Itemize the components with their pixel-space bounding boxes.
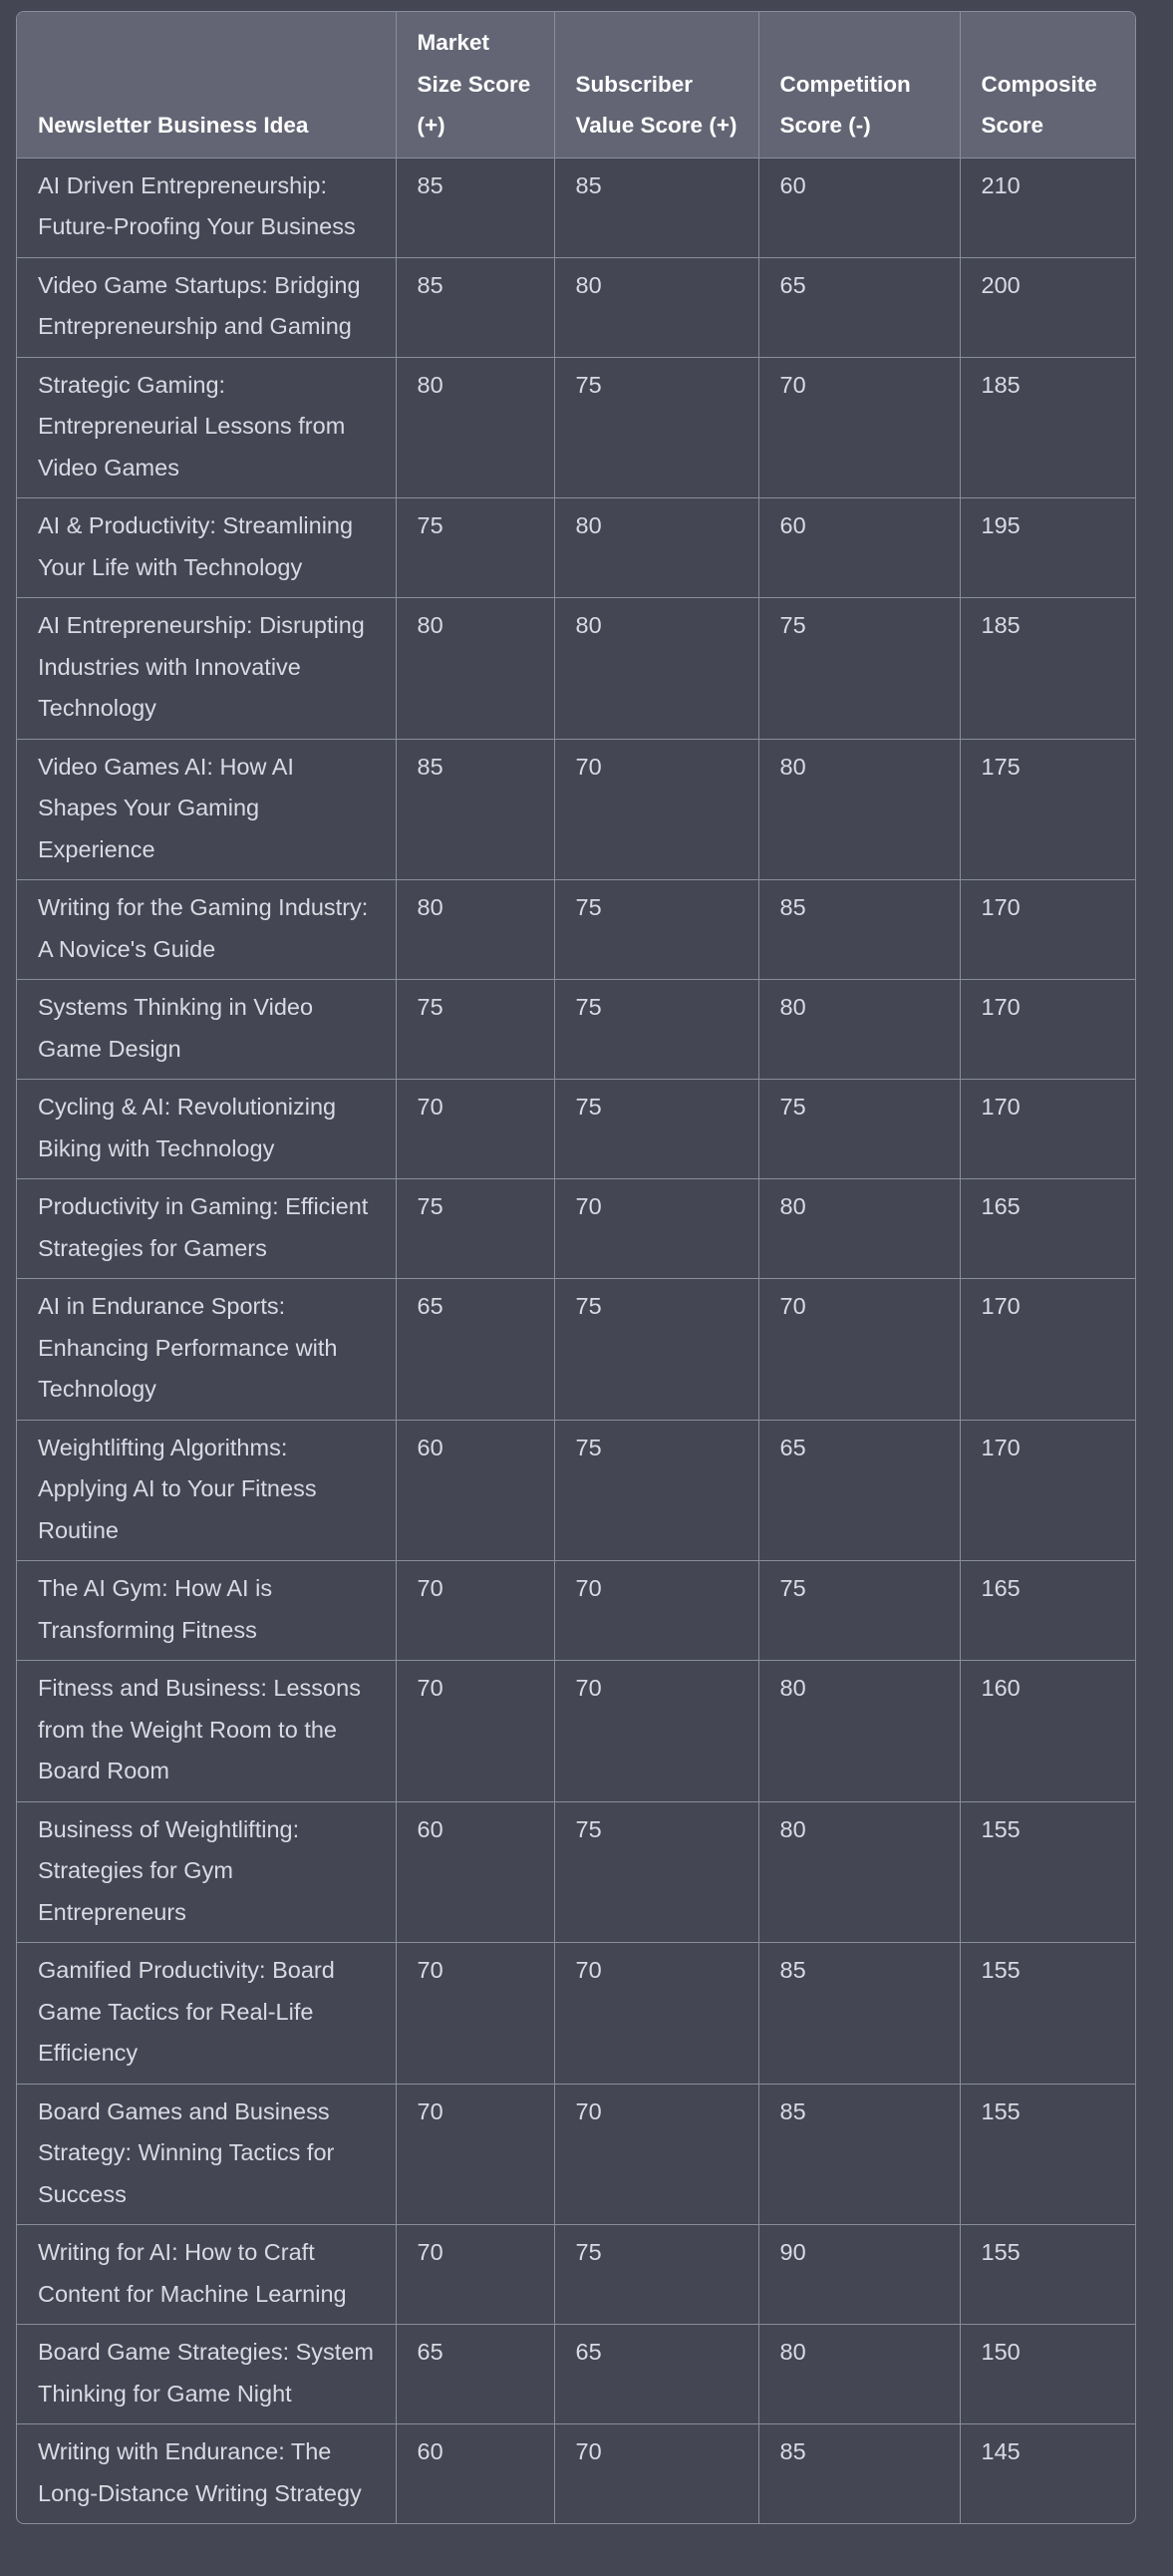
subscriber-value-cell: 75 <box>554 1801 758 1943</box>
composite-cell: 170 <box>960 980 1135 1080</box>
table-row <box>17 257 1135 357</box>
header-row <box>17 12 1135 158</box>
idea-cell: Video Games AI: How AI Shapes Your Gaming Experience <box>17 739 396 880</box>
table-row <box>17 2325 1135 2424</box>
table-row <box>17 598 1135 740</box>
competition-cell: 80 <box>758 1801 960 1943</box>
subscriber-value-cell: 75 <box>554 2225 758 2325</box>
market-size-cell: 85 <box>396 158 554 257</box>
subscriber-value-cell: 80 <box>554 498 758 598</box>
composite-cell: 165 <box>960 1561 1135 1661</box>
table-row <box>17 158 1135 257</box>
market-size-cell: 60 <box>396 1801 554 1943</box>
idea-cell: Weightlifting Algorithms: Applying AI to Your Fitness Routine <box>17 1420 396 1561</box>
competition-cell: 85 <box>758 1943 960 2085</box>
idea-cell: Gamified Productivity: Board Game Tactics for Real-Life Efficiency <box>17 1943 396 2085</box>
table-row <box>17 2424 1135 2524</box>
table-row <box>17 1179 1135 1279</box>
composite-cell: 160 <box>960 1661 1135 1802</box>
table-row <box>17 2084 1135 2225</box>
competition-cell: 80 <box>758 980 960 1080</box>
market-size-cell: 80 <box>396 357 554 498</box>
competition-cell: 85 <box>758 2084 960 2225</box>
market-size-cell: 75 <box>396 498 554 598</box>
idea-cell: AI Driven Entrepreneurship: Future-Proofing Your Business <box>17 158 396 257</box>
subscriber-value-cell: 80 <box>554 257 758 357</box>
competition-cell: 85 <box>758 2424 960 2524</box>
competition-cell: 75 <box>758 598 960 740</box>
idea-cell: Strategic Gaming: Entrepreneurial Lessons from Video Games <box>17 357 396 498</box>
subscriber-value-cell: 80 <box>554 598 758 740</box>
subscriber-value-cell: 75 <box>554 1420 758 1561</box>
table-row <box>17 1801 1135 1943</box>
header-subscriber-value-score: Subscriber Value Score (+) <box>554 12 758 158</box>
market-size-cell: 70 <box>396 2225 554 2325</box>
subscriber-value-cell: 85 <box>554 158 758 257</box>
table-row <box>17 1661 1135 1802</box>
composite-cell: 200 <box>960 257 1135 357</box>
composite-cell: 165 <box>960 1179 1135 1279</box>
table-row <box>17 2225 1135 2325</box>
subscriber-value-cell: 70 <box>554 1661 758 1802</box>
market-size-cell: 70 <box>396 1080 554 1179</box>
composite-cell: 155 <box>960 1801 1135 1943</box>
subscriber-value-cell: 75 <box>554 357 758 498</box>
table-row <box>17 1279 1135 1421</box>
competition-cell: 65 <box>758 257 960 357</box>
table-body <box>17 158 1135 2523</box>
subscriber-value-cell: 65 <box>554 2325 758 2424</box>
subscriber-value-cell: 70 <box>554 1943 758 2085</box>
idea-cell: Writing for the Gaming Industry: A Novice's Guide <box>17 880 396 980</box>
composite-cell: 145 <box>981 2438 1021 2464</box>
header-newsletter-idea: Newsletter Business Idea <box>17 12 396 158</box>
table-row <box>17 1943 1135 2085</box>
subscriber-value-cell: 75 <box>554 1080 758 1179</box>
competition-cell: 85 <box>758 880 960 980</box>
table-row <box>17 980 1135 1080</box>
newsletter-ideas-table <box>17 12 1135 2523</box>
header-composite-score: Composite Score <box>960 12 1135 158</box>
idea-cell: Board Games and Business Strategy: Winning Tactics for Success <box>17 2084 396 2225</box>
idea-cell: AI & Productivity: Streamlining Your Life with Technology <box>17 498 396 598</box>
subscriber-value-cell: 70 <box>554 2424 758 2524</box>
competition-cell: 80 <box>758 739 960 880</box>
composite-cell: 150 <box>960 2325 1135 2424</box>
idea-cell: Writing with Endurance: The Long-Distance Writing Strategy <box>17 2424 396 2524</box>
competition-cell: 80 <box>758 1661 960 1802</box>
composite-cell: 185 <box>960 357 1135 498</box>
idea-cell: Board Game Strategies: System Thinking for Game Night <box>17 2325 396 2424</box>
subscriber-value-cell: 75 <box>554 880 758 980</box>
market-size-cell: 70 <box>396 1943 554 2085</box>
market-size-cell: 80 <box>396 880 554 980</box>
competition-cell: 60 <box>758 498 960 598</box>
competition-cell: 80 <box>758 1179 960 1279</box>
table-row <box>17 498 1135 598</box>
idea-cell: Systems Thinking in Video Game Design <box>17 980 396 1080</box>
table-row <box>17 880 1135 980</box>
market-size-cell: 80 <box>396 598 554 740</box>
composite-cell: 155 <box>960 1943 1135 2085</box>
idea-cell: Video Game Startups: Bridging Entrepreneurship and Gaming <box>17 257 396 357</box>
competition-cell: 90 <box>758 2225 960 2325</box>
table-header <box>17 12 1135 158</box>
composite-cell: 155 <box>960 2084 1135 2225</box>
subscriber-value-cell: 70 <box>554 739 758 880</box>
composite-cell: 175 <box>960 739 1135 880</box>
idea-cell: Fitness and Business: Lessons from the Weight Room to the Board Room <box>17 1661 396 1802</box>
market-size-cell: 60 <box>396 2424 554 2524</box>
competition-cell: 60 <box>758 158 960 257</box>
subscriber-value-cell: 70 <box>554 1561 758 1661</box>
competition-cell: 65 <box>758 1420 960 1561</box>
competition-cell: 75 <box>758 1080 960 1179</box>
market-size-cell: 65 <box>396 2325 554 2424</box>
competition-cell: 70 <box>758 1279 960 1421</box>
market-size-cell: 70 <box>396 2084 554 2225</box>
market-size-cell: 60 <box>396 1420 554 1561</box>
idea-cell: Productivity in Gaming: Efficient Strategies for Gamers <box>17 1179 396 1279</box>
composite-cell: 170 <box>960 1279 1135 1421</box>
composite-cell: 170 <box>960 1080 1135 1179</box>
market-size-cell: 70 <box>396 1561 554 1661</box>
composite-cell: 195 <box>960 498 1135 598</box>
competition-cell: 80 <box>758 2325 960 2424</box>
header-market-size-score: Market Size Score (+) <box>396 12 554 158</box>
table-row <box>17 1080 1135 1179</box>
subscriber-value-cell: 70 <box>554 2084 758 2225</box>
market-size-cell: 85 <box>396 739 554 880</box>
competition-cell: 70 <box>758 357 960 498</box>
subscriber-value-cell: 70 <box>554 1179 758 1279</box>
table-row <box>17 357 1135 498</box>
header-competition-score: Competition Score (-) <box>758 12 960 158</box>
idea-cell: The AI Gym: How AI is Transforming Fitness <box>17 1561 396 1661</box>
idea-cell: Business of Weightlifting: Strategies for Gym Entrepreneurs <box>17 1801 396 1943</box>
market-size-cell: 70 <box>396 1661 554 1802</box>
subscriber-value-cell: 75 <box>554 980 758 1080</box>
composite-cell: 185 <box>960 598 1135 740</box>
composite-cell: 170 <box>960 880 1135 980</box>
idea-cell: AI Entrepreneurship: Disrupting Industries with Innovative Technology <box>17 598 396 740</box>
score-table <box>16 11 1136 2524</box>
composite-cell: 210 <box>960 158 1135 257</box>
competition-cell: 75 <box>758 1561 960 1661</box>
table-row <box>17 1420 1135 1561</box>
idea-cell: Writing for AI: How to Craft Content for Machine Learning <box>17 2225 396 2325</box>
table-row <box>17 1561 1135 1661</box>
subscriber-value-cell: 75 <box>554 1279 758 1421</box>
market-size-cell: 65 <box>396 1279 554 1421</box>
idea-cell: Cycling & AI: Revolutionizing Biking with Technology <box>17 1080 396 1179</box>
idea-cell: AI in Endurance Sports: Enhancing Performance with Technology <box>17 1279 396 1421</box>
composite-cell: 155 <box>960 2225 1135 2325</box>
composite-cell: 170 <box>960 1420 1135 1561</box>
market-size-cell: 85 <box>396 257 554 357</box>
table-row <box>17 739 1135 880</box>
market-size-cell: 75 <box>396 980 554 1080</box>
market-size-cell: 75 <box>396 1179 554 1279</box>
